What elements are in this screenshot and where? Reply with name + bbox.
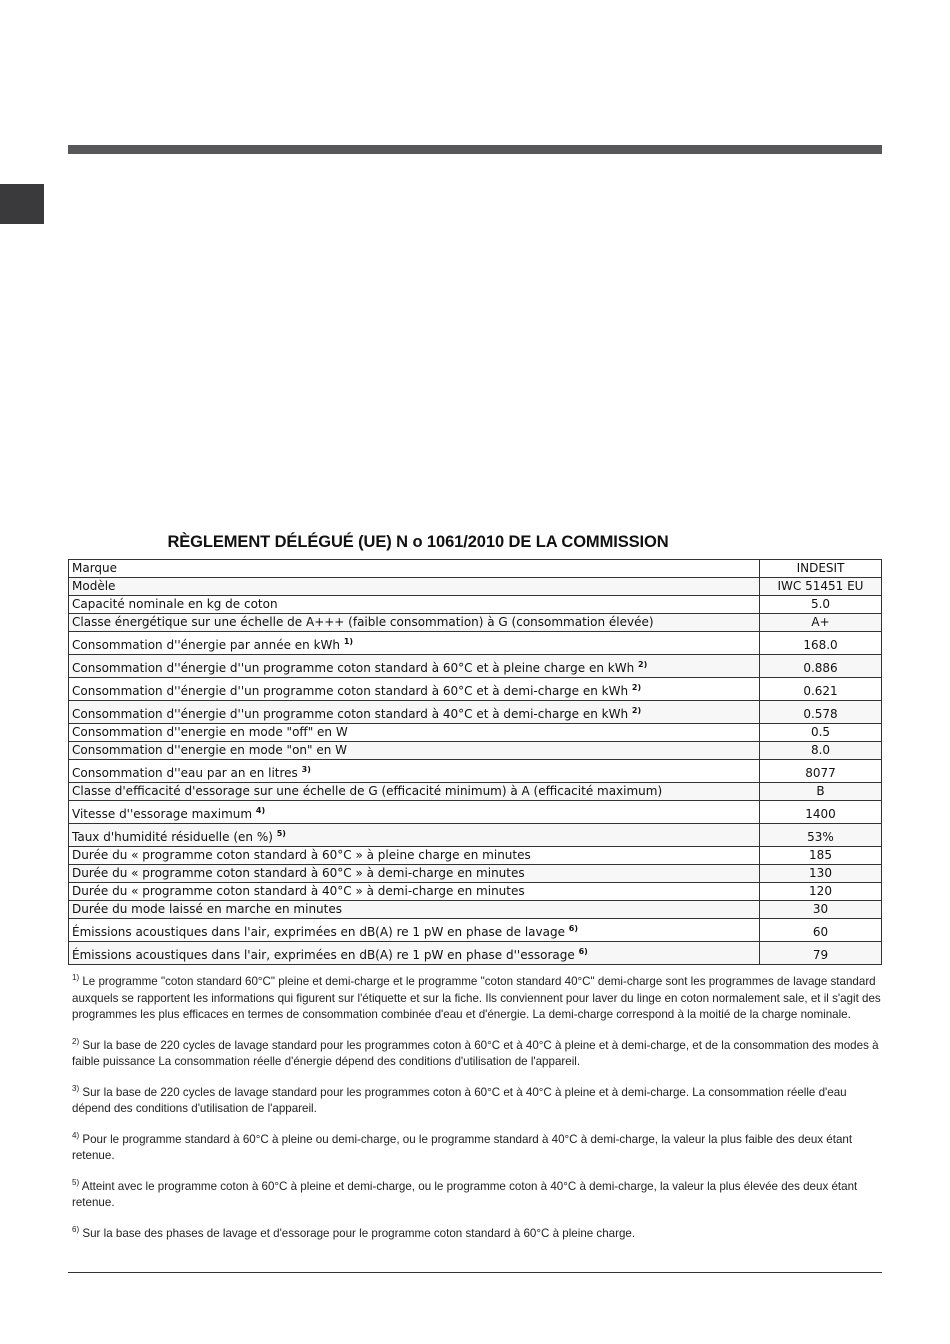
row-label-text: Vitesse d''essorage maximum [72,807,253,821]
table-row [69,614,882,632]
row-label [69,942,760,965]
row-value: 53% [760,824,882,847]
row-label-text: Durée du « programme coton standard à 60°C » à demi-charge en minutes [72,866,525,880]
row-label [69,824,760,847]
row-value: 0.5 [760,724,882,742]
table-row [69,919,882,942]
row-value: 1400 [760,801,882,824]
row-label [69,578,760,596]
table-row [69,883,882,901]
footnote-number: 6) [72,1224,80,1234]
table-row [69,724,882,742]
footnote [72,1226,882,1243]
row-value: 185 [760,847,882,865]
row-label-text: Classe énergétique sur une échelle de A+++ (faible consommation) à G (consommation élevée) [72,615,654,629]
table-row [69,824,882,847]
table-row [69,783,882,801]
table-row [69,801,882,824]
footnote-ref: 2) [631,683,642,692]
table-row [69,560,882,578]
row-label [69,760,760,783]
row-value: 0.578 [760,701,882,724]
footnote [72,1085,882,1118]
regulation-title: RÈGLEMENT DÉLÉGUÉ (UE) N o 1061/2010 DE LA COMMISSION [167,533,669,551]
footnote [72,974,882,1024]
footnote-number: 2) [72,1036,80,1046]
row-label-text: Consommation d''eau par an en litres [72,766,298,780]
row-value: 60 [760,919,882,942]
row-label-text: Consommation d''énergie d''un programme coton standard à 60°C et à demi-charge en kWh [72,684,629,698]
footnote-number: 5) [72,1177,80,1187]
table-row [69,742,882,760]
bottom-rule [68,1272,882,1273]
row-label [69,783,760,801]
row-label [69,742,760,760]
footnote [72,1132,882,1165]
footnote-text: Sur la base de 220 cycles de lavage standard pour les programmes coton à 60°C et à 40°C à pleine et à demi-charge. La consommation réelle d'eau dépend des conditions d'utilisation de l'appareil. [72,1085,847,1115]
side-tab-marker [0,184,44,224]
table-row [69,678,882,701]
row-label-text: Consommation d''energie en mode "off" en W [72,725,348,739]
row-value: 0.621 [760,678,882,701]
row-label [69,560,760,578]
footnote-text: Atteint avec le programme coton à 60°C à pleine et demi-charge, ou le programme coton à 40°C à demi-charge, la valeur la plus élevée des deux étant retenue. [72,1179,858,1209]
footnote [72,1038,882,1071]
footnote-number: 4) [72,1130,80,1140]
row-label [69,865,760,883]
table-row [69,847,882,865]
row-label [69,678,760,701]
table-row [69,760,882,783]
footnote-ref: 1) [343,637,354,646]
footnote-ref: 4) [255,806,266,815]
footnote-text: Sur la base des phases de lavage et d'essorage pour le programme coton standard à 60°C à pleine charge. [82,1226,636,1240]
row-label-text: Classe d'efficacité d'essorage sur une échelle de G (efficacité minimum) à A (efficacité maximum) [72,784,663,798]
row-value: 168.0 [760,632,882,655]
row-label-text: Marque [72,561,118,575]
row-label [69,901,760,919]
footnote-ref: 2) [631,706,642,715]
footnote-text: Pour le programme standard à 60°C à pleine ou demi-charge, ou le programme standard à 40°C à demi-charge, la valeur la plus faible des deux étant retenue. [72,1132,853,1162]
table-row [69,901,882,919]
row-value: 120 [760,883,882,901]
row-label-text: Consommation d''énergie par année en kWh [72,638,340,652]
row-label [69,701,760,724]
row-label [69,801,760,824]
row-label-text: Modèle [72,579,116,593]
row-value: 5.0 [760,596,882,614]
row-label [69,596,760,614]
row-label-text: Durée du mode laissé en marche en minutes [72,902,342,916]
row-label-text: Consommation d''énergie d''un programme coton standard à 60°C et à pleine charge en kWh [72,661,635,675]
row-label-text: Consommation d''énergie d''un programme coton standard à 40°C et à demi-charge en kWh [72,707,629,721]
row-value: 30 [760,901,882,919]
footnote-number: 3) [72,1083,80,1093]
footnote-ref: 6) [568,924,579,933]
row-value: 130 [760,865,882,883]
row-label [69,614,760,632]
footnote [72,1179,882,1212]
table-row [69,865,882,883]
row-label-text: Consommation d''energie en mode "on" en W [72,743,348,757]
footnote-ref: 3) [301,765,311,774]
row-value: 8077 [760,760,882,783]
table-row [69,596,882,614]
product-fiche-table [68,559,882,965]
top-rule [68,145,882,154]
footnotes [72,974,882,1256]
row-label [69,632,760,655]
footnote-number: 1) [72,973,80,982]
row-label [69,883,760,901]
row-label [69,919,760,942]
footnote-ref: 6) [578,947,588,956]
row-label-text: Durée du « programme coton standard à 40°C » à demi-charge en minutes [72,884,525,898]
row-label [69,655,760,678]
row-label-text: Taux d'humidité résiduelle (en %) [72,830,273,844]
row-label-text: Émissions acoustiques dans l'air, exprimées en dB(A) re 1 pW en phase de lavage [72,925,565,939]
footnote-text: Le programme "coton standard 60°C" pleine et demi-charge et le programme "coton standard 40°C" demi-charge sont les programmes de lavage standard auxquels se rapportent les informations qui figurent sur l'étiquette et sur la fiche. Ils conviennent pour laver du linge en coton normalement sale, et il s'agit des programmes les plus efficaces en termes de consommation combinée d'eau et d'énergie. La demi-charge correspond à la moitié de la charge nominale. [72,975,881,1021]
table-row [69,701,882,724]
row-label [69,847,760,865]
row-value: 8.0 [760,742,882,760]
table-row [69,632,882,655]
row-value: A+ [760,614,882,632]
row-value: 79 [760,942,882,965]
table-row [69,655,882,678]
row-value: INDESIT [760,560,882,578]
footnote-ref: 2) [638,660,648,669]
footnote-ref: 5) [276,829,286,838]
row-value: IWC 51451 EU [760,578,882,596]
row-label-text: Durée du « programme coton standard à 60°C » à pleine charge en minutes [72,848,531,862]
row-label-text: Capacité nominale en kg de coton [72,597,278,611]
row-label-text: Émissions acoustiques dans l'air, exprimées en dB(A) re 1 pW en phase d''essorage [72,948,575,962]
table-row [69,942,882,965]
row-value: B [760,783,882,801]
row-value: 0.886 [760,655,882,678]
table-row [69,578,882,596]
footnote-text: Sur la base de 220 cycles de lavage standard pour les programmes coton à 60°C et à 40°C à pleine et à demi-charge, et de la consommation des modes à faible puissance La consommation réelle d'énergie dépend des conditions d'utilisation de l'appareil. [72,1038,879,1068]
row-label [69,724,760,742]
